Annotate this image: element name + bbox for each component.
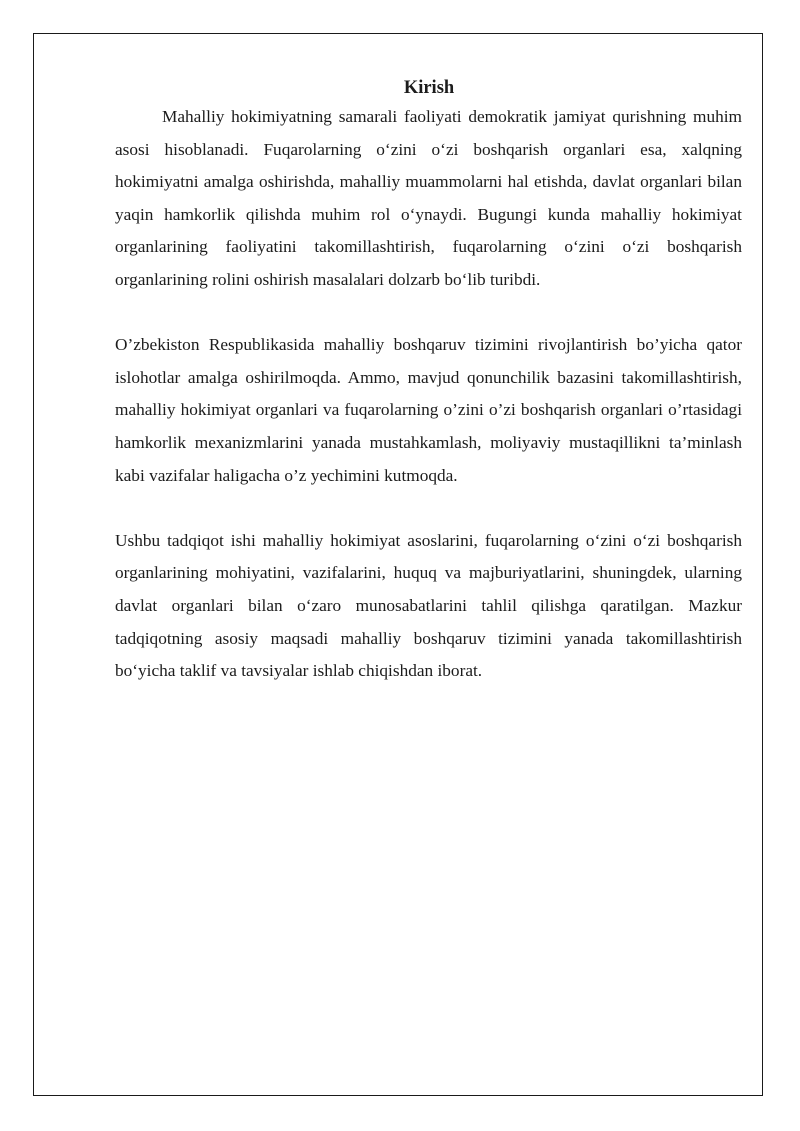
paragraph-intro: Mahalliy hokimiyatning samarali faoliyati demokratik jamiyat qurishning muhim asosi hisoblanadi. Fuqarolarning o‘zini o‘zi boshqarish organlari esa, xalqning hokimiyatni amalga oshirishda, mahalliy muammolarni hal etishda, davlat organlari bilan yaqin hamkorlik qilishda muhim rol o‘ynaydi. Bugungi kunda mahalliy hokimiyat organlarining faoliyatini takomillashtirish, fuqarolarning o‘zini o‘zi boshqarish organlarining rolini oshirish masalalari dolzarb bo‘lib turibdi. xyxy=(115,107,742,289)
paragraph-reforms: O’zbekiston Respublikasida mahalliy boshqaruv tizimini rivojlantirish bo’yicha qator islohotlar amalga oshirilmoqda. Ammo, mavjud qonunchilik bazasini takomillashtirish, mahalliy hokimiyat organlari va fuqarolarning o’zini o’zi boshqarish organlari o’rtasidagi hamkorlik mexanizmlarini yanada mustahkamlash, moliyaviy mustaqillikni ta’minlash kabi vazifalar haligacha o’z yechimini kutmoqda. xyxy=(115,335,742,485)
page-title: Kirish xyxy=(403,78,455,98)
paragraph-purpose: Ushbu tadqiqot ishi mahalliy hokimiyat asoslarini, fuqarolarning o‘zini o‘zi boshqarish organlarining mohiyatini, vazifalarini, huquq va majburiyatlarini, shuningdek, ularning davlat organlari bilan o‘zaro munosabatlarini tahlil qilishga qaratilgan. Mazkur tadqiqotning asosiy maqsadi mahalliy boshqaruv tizimini yanada takomillashtirish bo‘yicha taklif va tavsiyalar ishlab chiqishdan iborat. xyxy=(115,530,742,681)
document-body xyxy=(115,75,742,688)
